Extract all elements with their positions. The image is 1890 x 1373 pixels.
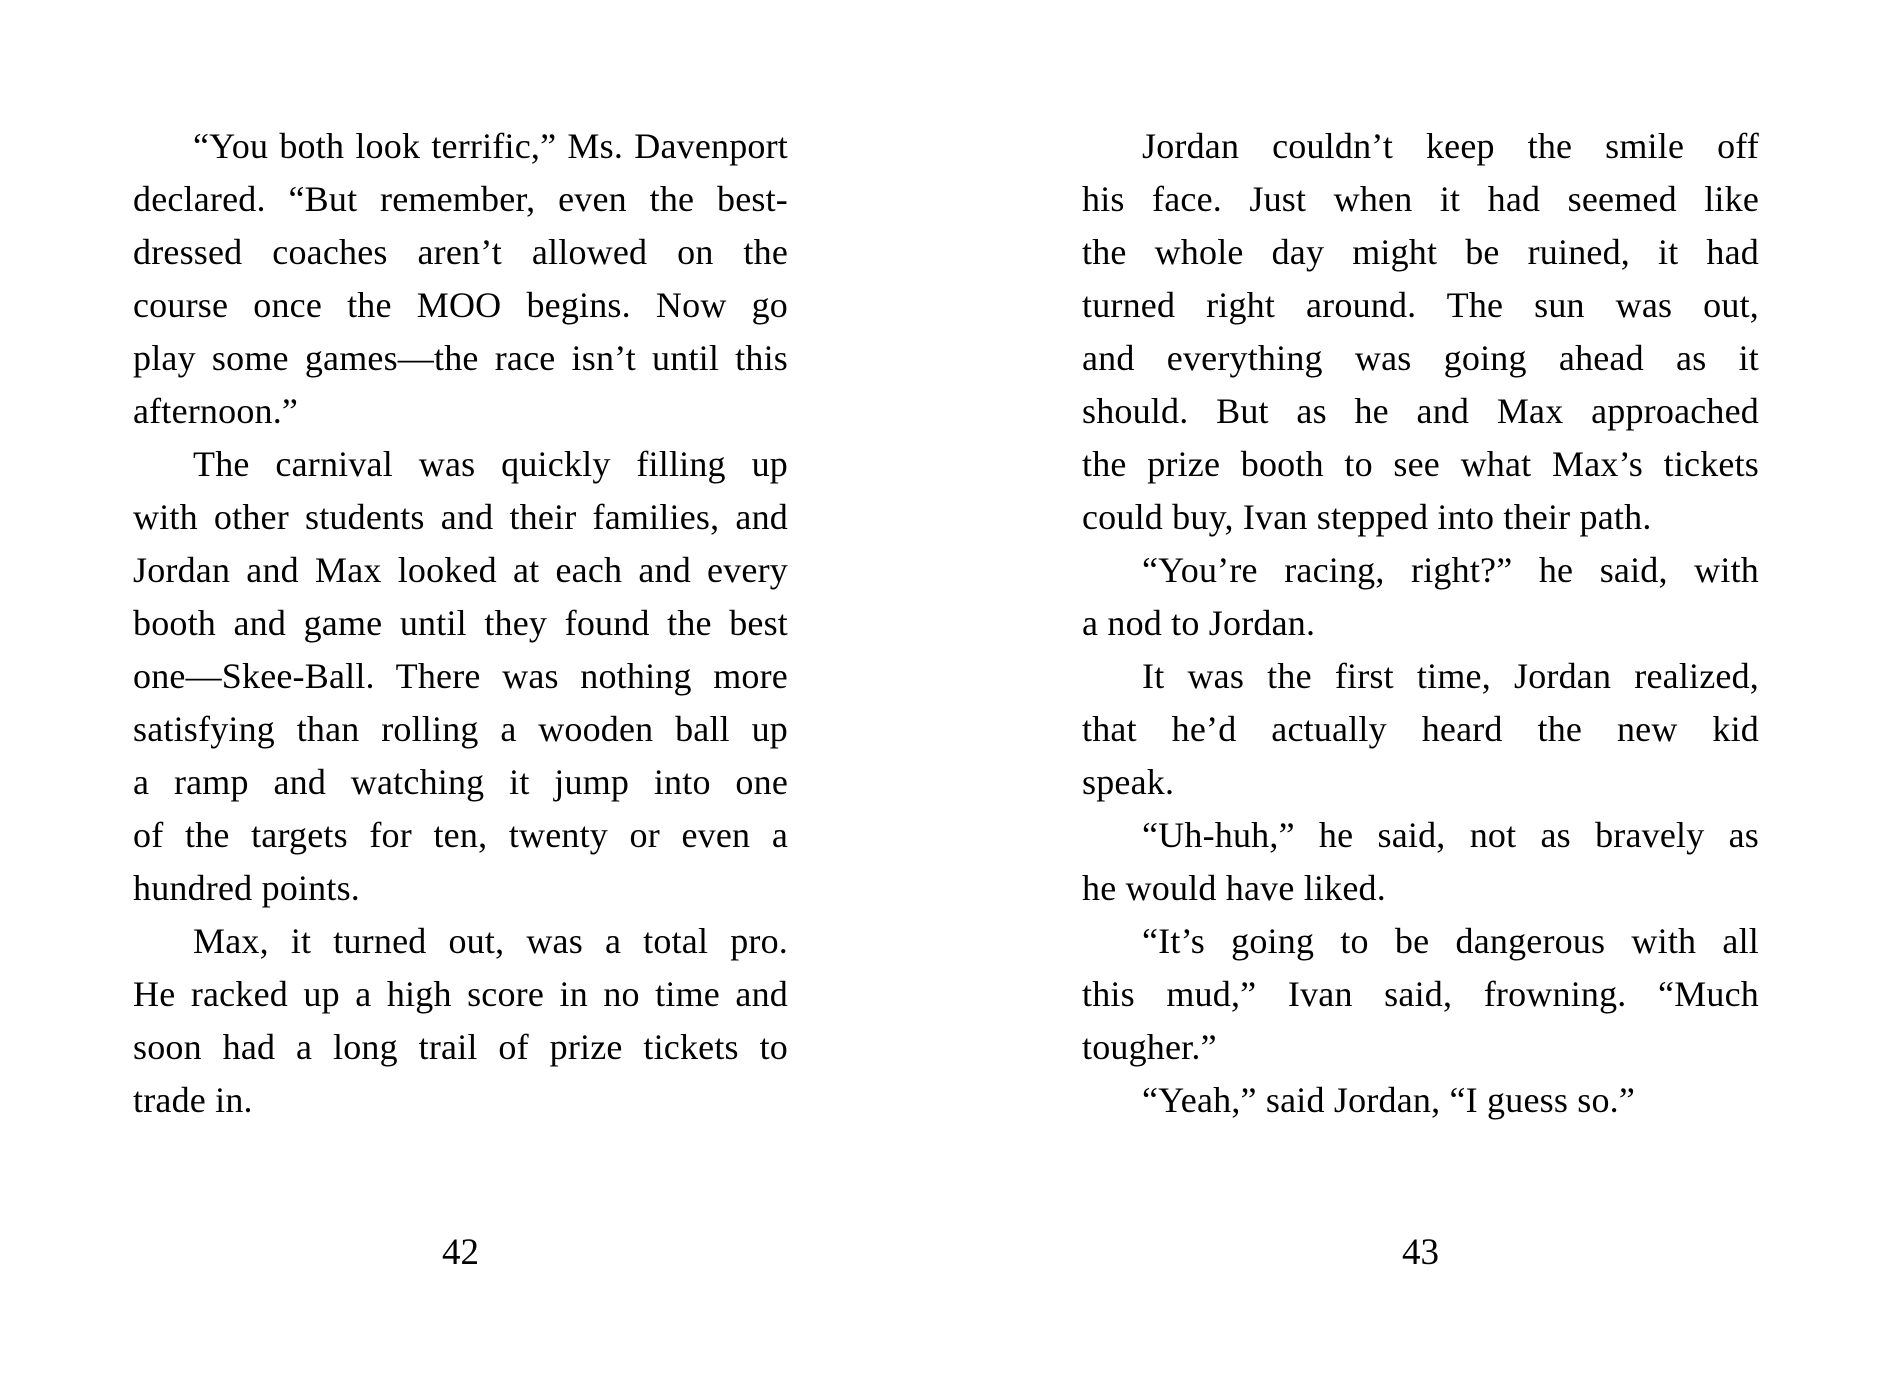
left-page-text-block bbox=[133, 120, 788, 1127]
text-line: “You’re racing, right?” he said, with bbox=[1142, 550, 1759, 590]
text-line: trade in. bbox=[133, 1080, 253, 1120]
page-number-left: 42 bbox=[442, 1232, 479, 1273]
text-line: course once the MOO begins. Now go bbox=[133, 285, 788, 325]
text-line: Max, it turned out, was a total pro. bbox=[193, 921, 788, 961]
text-line: Jordan and Max looked at each and every bbox=[133, 550, 788, 590]
text-line: hundred points. bbox=[133, 868, 360, 908]
text-line: “Yeah,” said Jordan, “I guess so.” bbox=[1142, 1080, 1636, 1120]
text-line: turned right around. The sun was out, bbox=[1082, 285, 1759, 325]
text-line: satisfying than rolling a wooden ball up bbox=[133, 709, 788, 749]
text-line: one—Skee-Ball. There was nothing more bbox=[133, 656, 788, 696]
text-line: tougher.” bbox=[1082, 1027, 1217, 1067]
text-line: “Uh-huh,” he said, not as bravely as bbox=[1142, 815, 1759, 855]
text-line: should. But as he and Max approached bbox=[1082, 391, 1759, 431]
text-line: declared. “But remember, even the best- bbox=[133, 179, 788, 219]
text-line: Jordan couldn’t keep the smile off bbox=[1142, 126, 1759, 166]
text-line: soon had a long trail of prize tickets to bbox=[133, 1027, 788, 1067]
text-line: “It’s going to be dangerous with all bbox=[1142, 921, 1759, 961]
text-line: booth and game until they found the best bbox=[133, 603, 788, 643]
text-line: afternoon.” bbox=[133, 391, 299, 431]
text-line: of the targets for ten, twenty or even a bbox=[133, 815, 788, 855]
right-page-text-block bbox=[1082, 120, 1759, 1127]
page-number-right: 43 bbox=[1402, 1232, 1439, 1273]
text-line: “You both look terrific,” Ms. Davenport bbox=[193, 126, 788, 166]
text-line: this mud,” Ivan said, frowning. “Much bbox=[1082, 974, 1759, 1014]
text-line: speak. bbox=[1082, 762, 1175, 802]
text-line: with other students and their families, and bbox=[133, 497, 788, 537]
text-line: the whole day might be ruined, it had bbox=[1082, 232, 1759, 272]
text-line: he would have liked. bbox=[1082, 868, 1386, 908]
text-line: and everything was going ahead as it bbox=[1082, 338, 1759, 378]
text-line: a ramp and watching it jump into one bbox=[133, 762, 788, 802]
text-line: his face. Just when it had seemed like bbox=[1082, 179, 1759, 219]
text-line: The carnival was quickly filling up bbox=[193, 444, 788, 484]
text-line: play some games—the race isn’t until this bbox=[133, 338, 788, 378]
text-line: could buy, Ivan stepped into their path. bbox=[1082, 497, 1652, 537]
text-line: the prize booth to see what Max’s tickets bbox=[1082, 444, 1759, 484]
text-line: that he’d actually heard the new kid bbox=[1082, 709, 1759, 749]
text-line: It was the first time, Jordan realized, bbox=[1142, 656, 1759, 696]
text-line: dressed coaches aren’t allowed on the bbox=[133, 232, 788, 272]
text-line: He racked up a high score in no time and bbox=[133, 974, 788, 1014]
text-line: a nod to Jordan. bbox=[1082, 603, 1316, 643]
